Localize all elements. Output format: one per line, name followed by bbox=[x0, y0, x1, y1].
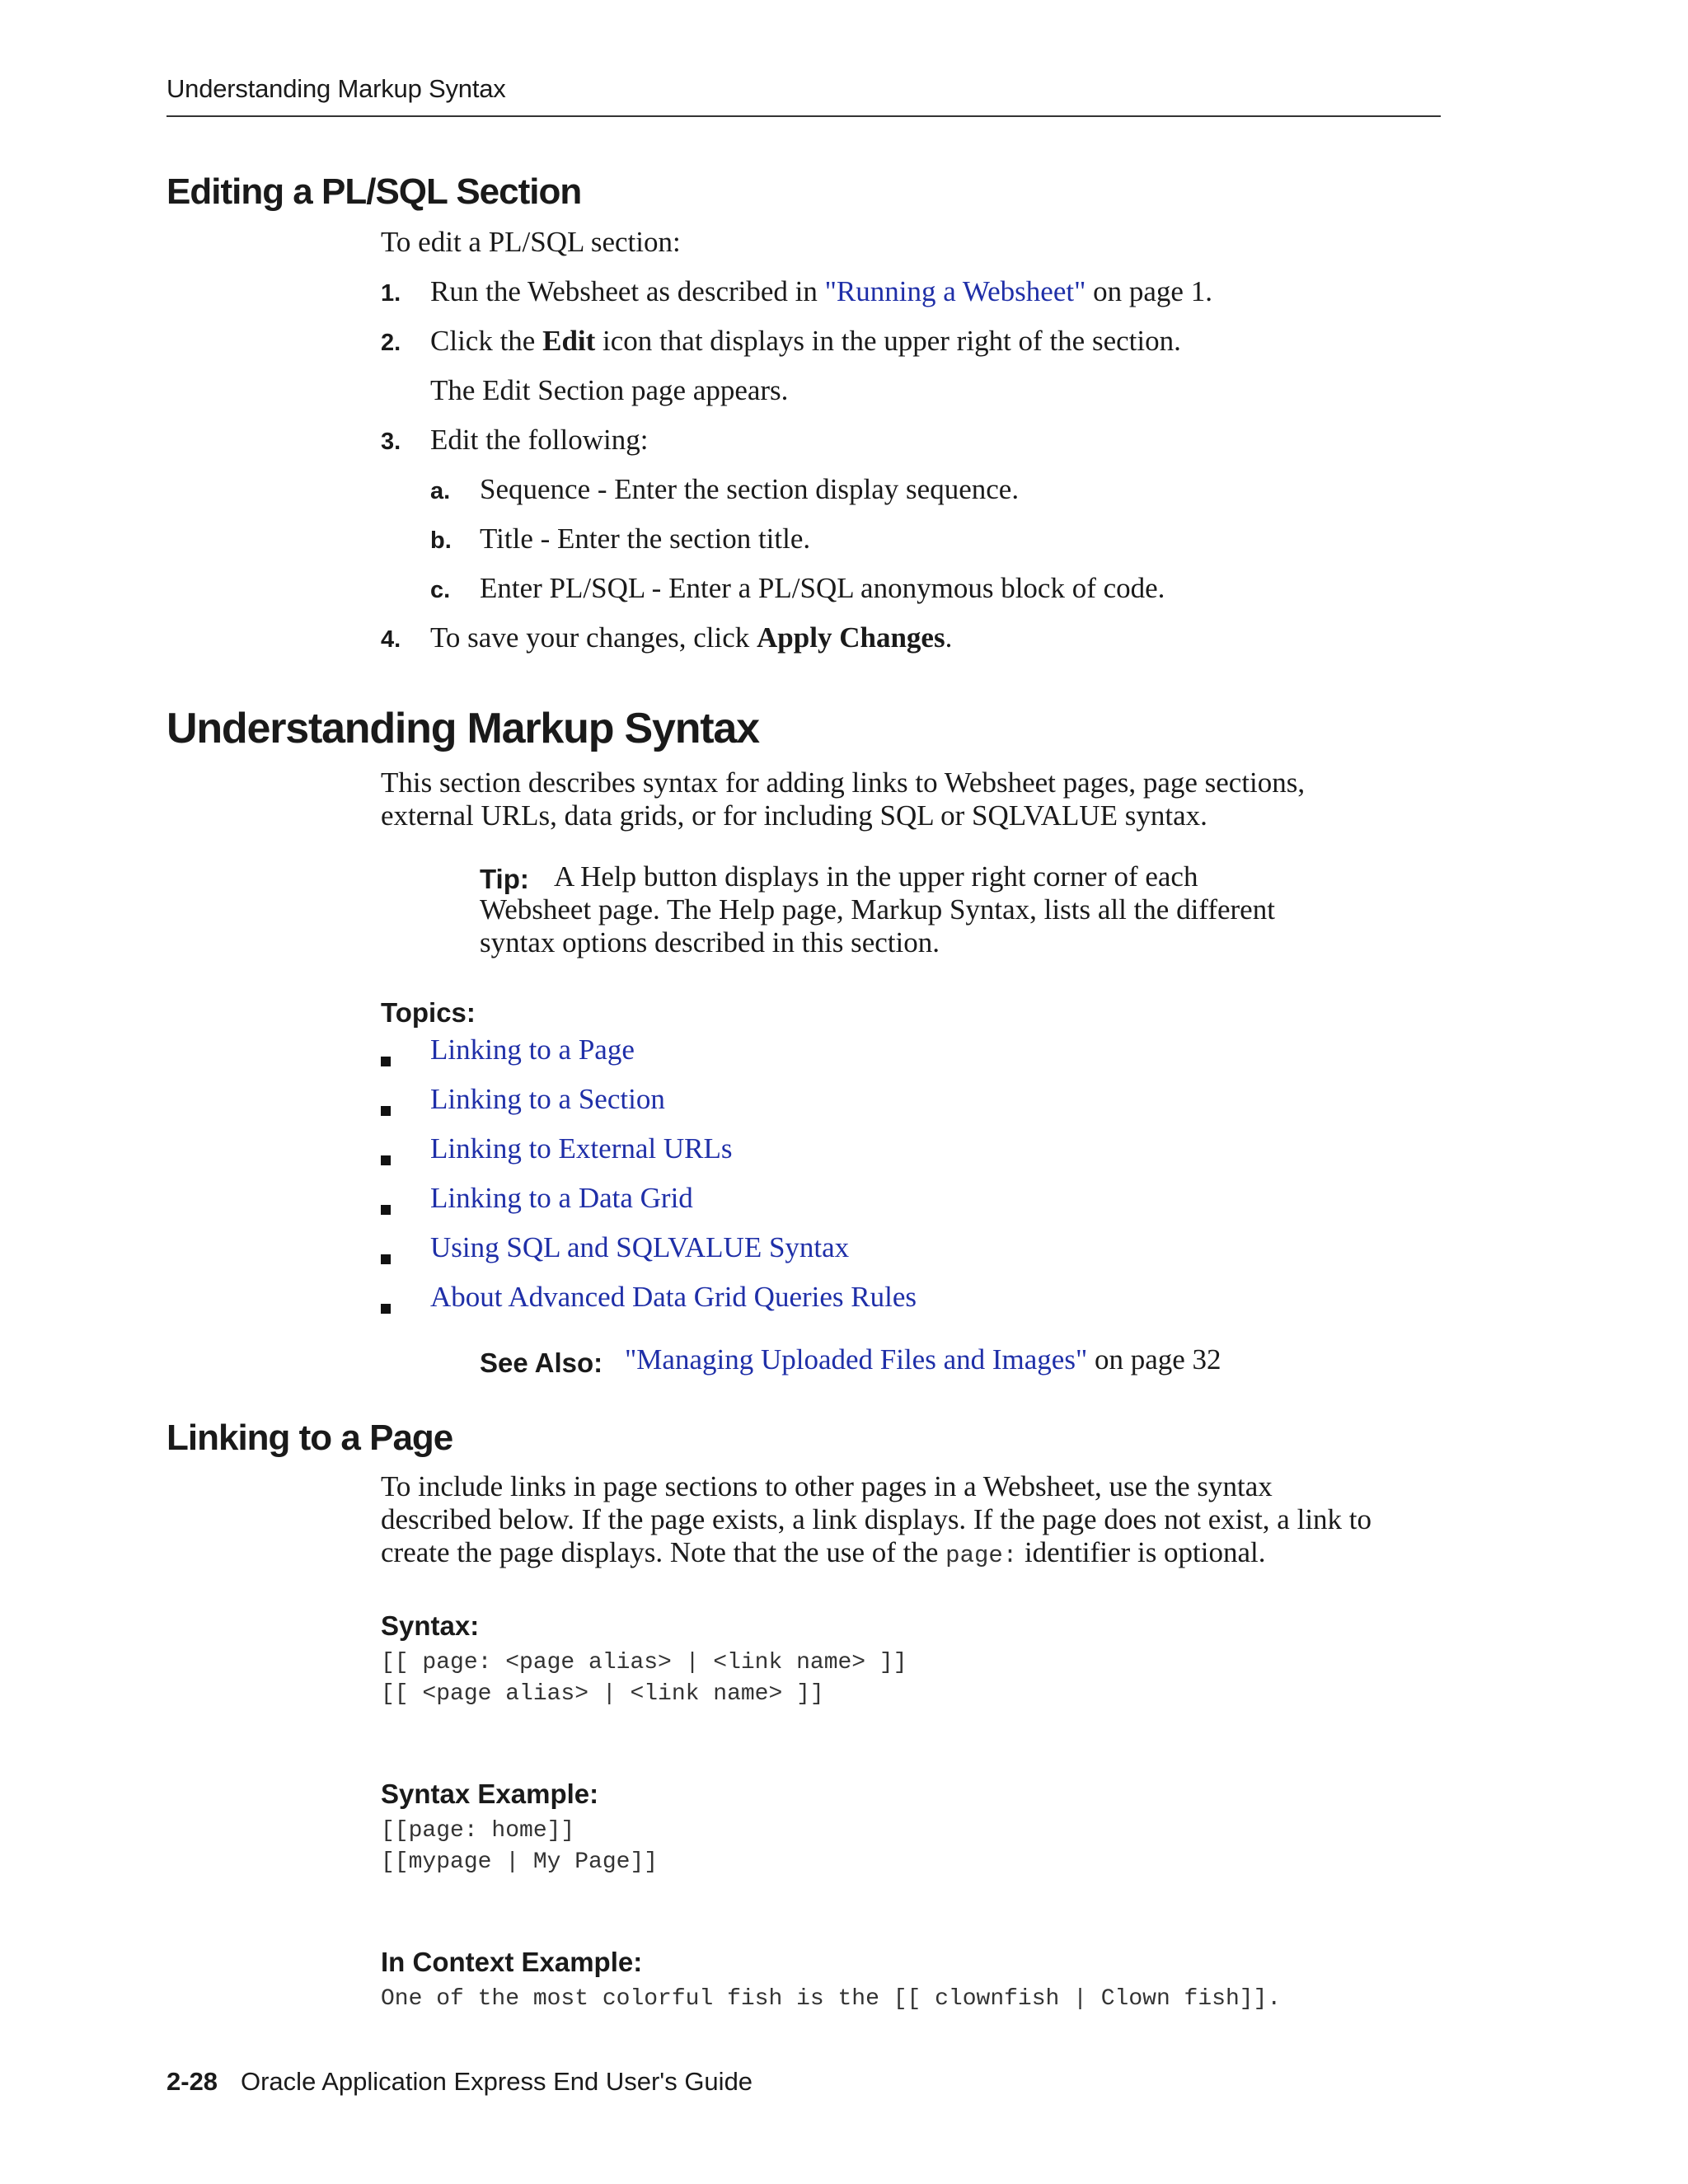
substep-letter: c. bbox=[430, 577, 451, 603]
edit-keyword: Edit bbox=[542, 325, 596, 357]
step-number: 4. bbox=[381, 626, 401, 653]
running-websheet-link[interactable]: "Running a Websheet" bbox=[824, 275, 1086, 307]
example-line-2: [[mypage | My Page]] bbox=[381, 1849, 659, 1875]
step-number: 1. bbox=[381, 280, 401, 307]
substep-b: Title - Enter the section title. bbox=[480, 523, 811, 555]
in-context-example-label: In Context Example: bbox=[381, 1947, 643, 1977]
running-header: Understanding Markup Syntax bbox=[166, 74, 506, 103]
heading-linking-to-a-page: Linking to a Page bbox=[166, 1418, 453, 1458]
link-page-para-line-2: described below. If the page exists, a link displays. If the page does not exist, a link to bbox=[381, 1503, 1372, 1535]
bullet-icon bbox=[381, 1057, 391, 1066]
see-also bbox=[625, 1343, 1221, 1376]
book-title: Oracle Application Express End User's Guide bbox=[241, 2067, 753, 2096]
topic-link[interactable]: Using SQL and SQLVALUE Syntax bbox=[430, 1231, 850, 1263]
topic-link[interactable]: Linking to a Section bbox=[430, 1083, 665, 1115]
link-page-para-line-3 bbox=[381, 1536, 1266, 1572]
step-4 bbox=[430, 621, 952, 654]
markup-para-line-1: This section describes syntax for adding links to Websheet pages, page sections, bbox=[381, 766, 1306, 799]
example-line-1: [[page: home]] bbox=[381, 1818, 575, 1844]
step-1 bbox=[430, 275, 1212, 308]
apply-changes-keyword: Apply Changes bbox=[757, 621, 945, 654]
page-identifier-code: page: bbox=[945, 1542, 1018, 1569]
tip-line-1: A Help button displays in the upper right corner of each bbox=[554, 860, 1198, 893]
substep-c: Enter PL/SQL - Enter a PL/SQL anonymous block of code. bbox=[480, 572, 1165, 604]
heading-understanding-markup-syntax: Understanding Markup Syntax bbox=[166, 705, 759, 752]
step-3: Edit the following: bbox=[430, 424, 649, 456]
page-number: 2-28 bbox=[166, 2067, 218, 2096]
managing-uploaded-files-link[interactable]: "Managing Uploaded Files and Images" bbox=[625, 1343, 1088, 1376]
tip-label: Tip: bbox=[480, 864, 529, 894]
step-2-text: Click the bbox=[430, 325, 543, 357]
syntax-example-label: Syntax Example: bbox=[381, 1779, 599, 1809]
bullet-icon bbox=[381, 1304, 391, 1314]
topic-link[interactable]: Linking to a Data Grid bbox=[430, 1182, 693, 1214]
see-also-label: See Also: bbox=[480, 1347, 603, 1378]
step-4-text-end: . bbox=[945, 621, 953, 654]
bullet-icon bbox=[381, 1205, 391, 1215]
context-example-line: One of the most colorful fish is the [[ clownfish | Clown fish]]. bbox=[381, 1986, 1282, 2012]
bullet-icon bbox=[381, 1254, 391, 1264]
markup-para-line-2: external URLs, data grids, or for including SQL or SQLVALUE syntax. bbox=[381, 799, 1207, 832]
header-rule bbox=[166, 115, 1441, 117]
tip-line-3: syntax options described in this section. bbox=[480, 926, 940, 958]
step-2-text-end: icon that displays in the upper right of the section. bbox=[595, 325, 1181, 357]
link-page-para-line-1: To include links in page sections to other pages in a Websheet, use the syntax bbox=[381, 1470, 1273, 1502]
see-also-text: on page 32 bbox=[1087, 1343, 1221, 1376]
topic-link[interactable]: Linking to a Page bbox=[430, 1033, 635, 1066]
step-number: 2. bbox=[381, 330, 401, 356]
topic-link[interactable]: About Advanced Data Grid Queries Rules bbox=[430, 1281, 917, 1313]
plsql-intro: To edit a PL/SQL section: bbox=[381, 226, 681, 258]
topic-link[interactable]: Linking to External URLs bbox=[430, 1132, 733, 1165]
step-2-note: The Edit Section page appears. bbox=[430, 374, 789, 406]
step-2 bbox=[430, 325, 1181, 358]
step-4-text: To save your changes, click bbox=[430, 621, 757, 654]
syntax-label: Syntax: bbox=[381, 1610, 480, 1641]
substep-letter: a. bbox=[430, 478, 451, 504]
substep-letter: b. bbox=[430, 527, 452, 554]
step-1-text: Run the Websheet as described in bbox=[430, 275, 825, 307]
topics-label: Topics: bbox=[381, 997, 476, 1028]
bullet-icon bbox=[381, 1155, 391, 1165]
para-text: create the page displays. Note that the use of the bbox=[381, 1536, 946, 1568]
syntax-line-1: [[ page: <page alias> | <link name> ]] bbox=[381, 1650, 907, 1675]
para-text-end: identifier is optional. bbox=[1017, 1536, 1266, 1568]
tip-line-2: Websheet page. The Help page, Markup Syntax, lists all the different bbox=[480, 893, 1275, 926]
heading-editing-plsql-section: Editing a PL/SQL Section bbox=[166, 171, 582, 212]
substep-a: Sequence - Enter the section display sequence. bbox=[480, 473, 1020, 505]
step-number: 3. bbox=[381, 429, 401, 455]
syntax-line-2: [[ <page alias> | <link name> ]] bbox=[381, 1681, 824, 1707]
step-1-text-end: on page 1. bbox=[1085, 275, 1212, 307]
bullet-icon bbox=[381, 1106, 391, 1116]
